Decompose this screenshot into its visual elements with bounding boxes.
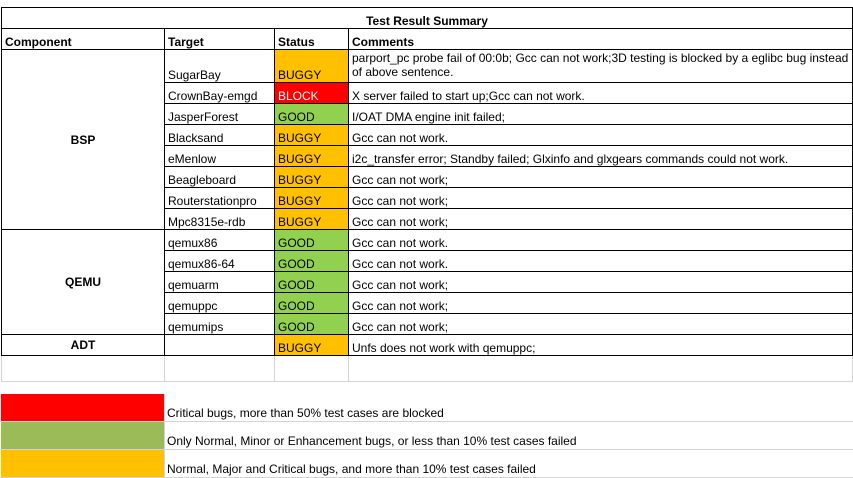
status-cell[interactable]: BUGGY	[275, 188, 349, 209]
legend-text: Normal, Major and Critical bugs, and more than 10% test cases failed	[167, 462, 536, 476]
target-cell[interactable]: Blacksand	[165, 125, 275, 146]
target-cell[interactable]: qemux86-64	[165, 251, 275, 272]
header-comments: Comments	[349, 29, 853, 50]
status-cell[interactable]: BUGGY	[275, 209, 349, 230]
status-cell[interactable]: GOOD	[275, 314, 349, 335]
component-bsp: BSP	[2, 50, 165, 230]
target-cell[interactable]: CrownBay-emgd	[165, 83, 275, 104]
comment-cell[interactable]: Unfs does not work with qemuppc;	[349, 335, 853, 356]
test-result-table	[1, 7, 853, 382]
empty-cell[interactable]	[349, 356, 853, 382]
legend-text: Critical bugs, more than 50% test cases are blocked	[167, 406, 444, 420]
comment-cell[interactable]: Gcc can not work.	[349, 251, 853, 272]
table-title: Test Result Summary	[2, 8, 853, 29]
legend-swatch-red	[1, 394, 164, 421]
status-cell[interactable]: BUGGY	[275, 125, 349, 146]
comment-cell[interactable]: Gcc can not work;	[349, 314, 853, 335]
target-cell[interactable]: SugarBay	[165, 50, 275, 83]
target-cell[interactable]: qemux86	[165, 230, 275, 251]
cell-divider	[164, 450, 165, 477]
target-cell[interactable]	[165, 335, 275, 356]
comment-cell[interactable]: Gcc can not work.	[349, 125, 853, 146]
status-cell[interactable]: GOOD	[275, 293, 349, 314]
status-cell[interactable]: BLOCK	[275, 83, 349, 104]
status-cell[interactable]: GOOD	[275, 104, 349, 125]
comment-cell[interactable]: Gcc can not work;	[349, 167, 853, 188]
status-cell[interactable]: BUGGY	[275, 167, 349, 188]
status-cell[interactable]: GOOD	[275, 230, 349, 251]
comment-cell[interactable]: I/OAT DMA engine init failed;	[349, 104, 853, 125]
legend-text: Only Normal, Minor or Enhancement bugs, or less than 10% test cases failed	[167, 434, 577, 448]
header-status: Status	[275, 29, 349, 50]
comment-cell[interactable]: parport_pc probe fail of 00:0b; Gcc can not work;3D testing is blocked by a eglibc bug instead of above sentence.	[349, 50, 853, 83]
comment-cell[interactable]: X server failed to start up;Gcc can not work.	[349, 83, 853, 104]
status-cell[interactable]: GOOD	[275, 251, 349, 272]
comment-cell[interactable]: Gcc can not work;	[349, 209, 853, 230]
comment-cell[interactable]: Gcc can not work;	[349, 188, 853, 209]
target-cell[interactable]: Routerstationpro	[165, 188, 275, 209]
legend-row-good	[0, 422, 853, 450]
component-adt: ADT	[2, 335, 165, 356]
comment-cell[interactable]: Gcc can not work;	[349, 293, 853, 314]
legend-row-critical	[0, 394, 853, 422]
header-target: Target	[165, 29, 275, 50]
header-component: Component	[2, 29, 165, 50]
empty-cell[interactable]	[2, 356, 165, 382]
target-cell[interactable]: JasperForest	[165, 104, 275, 125]
status-cell[interactable]: BUGGY	[275, 335, 349, 356]
target-cell[interactable]: Beagleboard	[165, 167, 275, 188]
cell-divider	[164, 394, 165, 421]
target-cell[interactable]: eMenlow	[165, 146, 275, 167]
target-cell[interactable]: qemuarm	[165, 272, 275, 293]
target-cell[interactable]: Mpc8315e-rdb	[165, 209, 275, 230]
target-cell[interactable]: qemuppc	[165, 293, 275, 314]
comment-cell[interactable]: i2c_transfer error; Standby failed; Glxinfo and glxgears commands could not work.	[349, 146, 853, 167]
legend-swatch-orange	[1, 450, 164, 477]
status-cell[interactable]: BUGGY	[275, 146, 349, 167]
empty-cell[interactable]	[165, 356, 275, 382]
component-qemu: QEMU	[2, 230, 165, 335]
status-cell[interactable]: BUGGY	[275, 50, 349, 83]
comment-cell[interactable]: Gcc can not work;	[349, 272, 853, 293]
status-cell[interactable]: GOOD	[275, 272, 349, 293]
target-cell[interactable]: qemumips	[165, 314, 275, 335]
comment-cell[interactable]: Gcc can not work.	[349, 230, 853, 251]
cell-divider	[164, 422, 165, 449]
empty-cell[interactable]	[275, 356, 349, 382]
legend-row-buggy	[0, 450, 853, 478]
legend-swatch-green	[1, 422, 164, 449]
